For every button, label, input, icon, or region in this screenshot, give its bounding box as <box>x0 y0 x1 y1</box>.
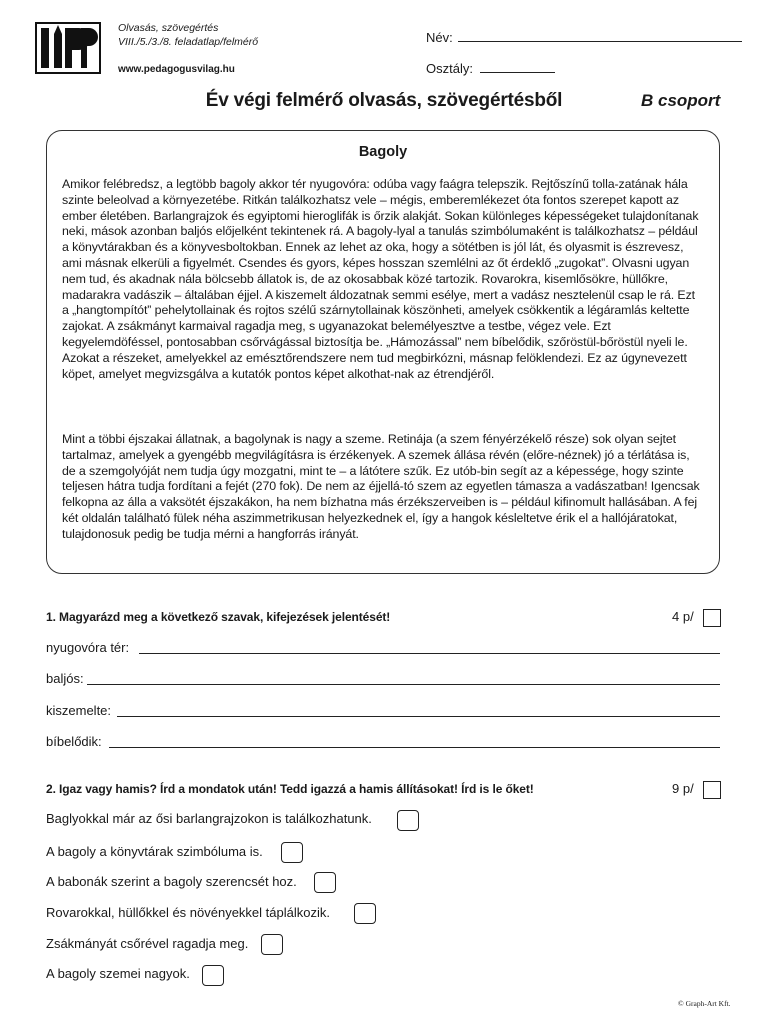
true-false-answer-box[interactable] <box>314 872 336 893</box>
task-2-title: 2. Igaz vagy hamis? Írd a mondatok után! Tedd igazzá a hamis állításokat! Írd is le őket! <box>46 782 534 796</box>
statement-text: Baglyokkal már az ősi barlangrajzokon is találkozhatunk. <box>46 811 372 826</box>
task-2-points: 9 p/ <box>672 781 694 796</box>
task-2-score-box[interactable] <box>703 781 721 799</box>
answer-line[interactable] <box>117 716 720 717</box>
reading-title: Bagoly <box>358 144 408 160</box>
term-label: kiszemelte: <box>46 703 112 718</box>
true-false-answer-box[interactable] <box>281 842 303 863</box>
reading-paragraph-1: Amikor felébredsz, a legtöbb bagoly akkor tér nyugovóra: odúba vagy faágra telepszik. Rejtőszínű tolla-zatának hála szinte beleolvad a környezetébe. Ritkán találkozhatsz vele – mégis, emberemlékezet óta fontos szerepet kapott az ember életében. Barlangrajzok és egyiptomi hieroglifák is őrzik alakját. Sokan különleges képességeket tulajdonítanak neki, mások azonban baljós előjelként tekintenek rá. A bagoly-lyal a tanulás szimbólumaként is találkozhatsz – például a könyvtárakban és a könyvesboltokban. Ennek az lehet az oka, hogy a sötétben is jól lát, és olyasmit is észrevesz, ami másnak elkerüli a figyelmét. Csendes és gyors, képes hosszan szemlélni az őt érdeklő „zugokat”. Olvasni ugyan nem tud, és akadnak nála bölcsebb állatok is, de az okosabbak közé tartozik. Rovarokra, kisemlősökre, hüllőkre, madarakra vadászik – általában éjjel. A kiszemelt áldozatnak semmi esélye, mert a vadász nesztelenül csap le rá. Ezt a „hangtompítót” pehelytollainak és rojtos szélű szárnytollainak köszönheti, amelyek csökkentik a légáramlás keltette zajokat. A zsákmányt karmaival ragadja meg, s ugyanazokat belemélyesztve a testbe, végez vele. Ezt kegyelemdöféssel, pontosabban csőrvágással biztosítja be. „Hámozással” nem bíbelődik, szőröstül-bőröstül nyeli le. Azokat a részeket, amelyekkel az emésztőrendszere nem tud megbirkózni, másnap felöklendezi. Ez az úgynevezett köpet, amelyet megvizsgálva a kutatók pontos képet alkothat-nak az étrendjéről. <box>62 177 699 381</box>
term-label: baljós: <box>46 671 84 686</box>
term-label: bíbelődik: <box>46 734 102 749</box>
statement-text: Zsákmányát csőrével ragadja meg. <box>46 936 249 951</box>
name-field[interactable] <box>458 41 742 42</box>
publisher-logo-icon <box>35 22 101 74</box>
group-label: B csoport <box>641 91 721 110</box>
answer-line[interactable] <box>139 653 720 654</box>
statement-text: Rovarokkal, hüllőkkel és növényekkel táplálkozik. <box>46 905 330 920</box>
statement-text: A bagoly a könyvtárak szimbóluma is. <box>46 844 263 859</box>
answer-line[interactable] <box>87 684 720 685</box>
class-field[interactable] <box>480 72 555 73</box>
task-1-points: 4 p/ <box>672 609 694 624</box>
copyright: © Graph-Art Kft. <box>678 999 731 1008</box>
page-title: Év végi felmérő olvasás, szövegértésből <box>205 90 563 111</box>
worksheet-subject: Olvasás, szövegértés <box>118 22 219 34</box>
task-1-title: 1. Magyarázd meg a következő szavak, kifejezések jelentését! <box>46 610 391 624</box>
reading-paragraph-2: Mint a többi éjszakai állatnak, a bagolynak is nagy a szeme. Retinája (a szem fényérzékelő része) sok olyan sejtet tartalmaz, amelyek a gyengébb megvilágításra is érzékenyek. A szemek állása révén (előre-néznek) jó a térlátása is, de a szemgolyóját nem tudja úgy mozgatni, mint te – a látótere szűk. Ez utób-bin segít az a képessége, hogy szinte teljesen hátra tudja fordítani a fejét (270 fok). De nem az éjjellá-tó szem az egyetlen támasza a vadászatban! Igencsak felkopna az álla a vaksötét éjszakákon, ha nem bízhatna más érzékszerveiben is – például kifinomult hallásában. A fej két oldalán található fülek néha aszimmetrikusan helyezkednek el, így a hangok késleltetve érik el a hallójáratokat, tulajdonosuk pedig be tudja mérni a hangforrás irányát. <box>62 432 700 541</box>
term-label: nyugovóra tér: <box>46 640 130 655</box>
true-false-answer-box[interactable] <box>397 810 419 831</box>
class-label: Osztály: <box>426 61 473 76</box>
answer-line[interactable] <box>109 747 720 748</box>
true-false-answer-box[interactable] <box>261 934 283 955</box>
publisher-logo <box>35 22 101 74</box>
statement-text: A bagoly szemei nagyok. <box>46 966 190 981</box>
website-url: www.pedagogusvilag.hu <box>118 64 235 75</box>
name-label: Név: <box>426 30 453 45</box>
task-1-score-box[interactable] <box>703 609 721 627</box>
worksheet-code: VIII./5./3./8. feladatlap/felmérő <box>118 36 259 48</box>
true-false-answer-box[interactable] <box>202 965 224 986</box>
statement-text: A babonák szerint a bagoly szerencsét hoz. <box>46 874 297 889</box>
true-false-answer-box[interactable] <box>354 903 376 924</box>
